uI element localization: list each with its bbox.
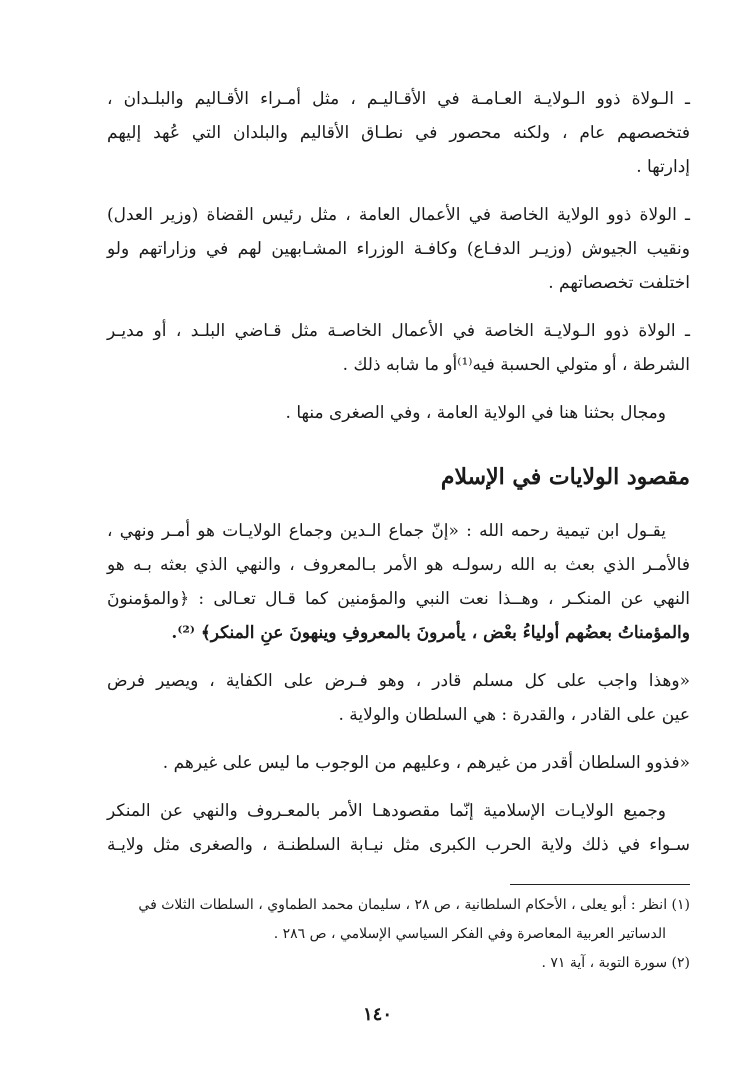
text-line: النهي عن المنكـر ، وهــذا نعت النبي والمؤمنين كما قـال تعـالى : ﴿والمؤمنونَ (107, 589, 690, 609)
paragraph-special-private-governors (107, 314, 690, 382)
text-line: ـ الـولاة ذوو الـولايـة العـامـة في الأقـاليـم ، مثل أمـراء الأقـاليم والبلـدان ، (107, 89, 690, 109)
section-paragraphs (107, 514, 690, 862)
footnote-divider (510, 884, 690, 885)
text-line: ومجال بحثنا هنا في الولاية العامة ، وفي الصغرى منها . (285, 403, 666, 423)
text-line: يقـول ابن تيمية رحمه الله : «إنّ جماع الـدين وجماع الولايـات هو أمـر ونهي ، (107, 521, 666, 541)
paragraph-islamic-mandates (107, 794, 690, 862)
section-heading: مقصود الولايات في الإسلام (440, 464, 690, 490)
paragraph-research-scope (107, 396, 690, 430)
text-line: فالأمـر الذي بعث به الله رسولـه هو الأمر بـالمعروف ، والنهي الذي بعثه بـه هو (107, 555, 690, 575)
text-line: ـ الولاة ذوو الـولايـة الخاصة في الأعمال الخاصـة مثل قـاضي البلـد ، أو مديـر (107, 321, 690, 341)
text-line: الشرطة ، أو متولي الحسبة فيه⁽¹⁾أو ما شابه ذلك . (342, 355, 690, 375)
text-line: وجميع الولايـات الإسلامية إنّما مقصودهـا الأمر بالمعـروف والنهي عن المنكر (107, 801, 666, 821)
footnote-1-continued: الدساتير العربية المعاصرة وفي الفكر السياسي الإسلامي ، ص ٢٨٦ . (273, 926, 666, 942)
text-line: إدارتها . (636, 157, 690, 177)
text-line: ـ الولاة ذوو الولاية الخاصة في الأعمال العامة ، مثل رئيس القضاة (وزير العدل) (107, 205, 690, 225)
footnote-1: (١) انظر : أبو يعلى ، الأحكام السلطانية ، ص ٢٨ ، سليمان محمد الطماوي ، السلطات الثلاث في (138, 897, 690, 913)
paragraph-special-public-governors (107, 198, 690, 300)
text-line: سـواء في ذلك ولاية الحرب الكبرى مثل نيـابة السلطنـة ، والصغرى مثل ولايـة (107, 835, 690, 855)
paragraph-general-governors (107, 82, 690, 184)
text-line: «فذوو السلطان أقدر من غيرهم ، وعليهم من الوجوب ما ليس على غيرهم . (162, 753, 690, 773)
intro-paragraphs (107, 82, 690, 430)
page-content (107, 82, 690, 1042)
text-line: اختلفت تخصصاتهم . (548, 273, 690, 293)
quran-verse-line: والمؤمناتُ بعضُهم أولياءُ بعْض ، يأمرونَ بالمعروفِ وينهونَ عنِ المنكر﴾ ⁽²⁾. (171, 623, 690, 643)
paragraph-obligation (107, 664, 690, 732)
page-number: ١٤٠ (362, 1004, 392, 1025)
footnotes (107, 891, 690, 978)
footnote-2: (٢) سورة التوبة ، آية ٧١ . (541, 955, 690, 971)
paragraph-authority (107, 746, 690, 780)
paragraph-ibn-taymiyyah-quote (107, 514, 690, 650)
text-line: ونقيب الجيوش (وزيـر الدفـاع) وكافـة الوزراء المشـابهين لهم في وزاراتهم ولو (107, 239, 690, 259)
text-line: عين على القادر ، والقدرة : هي السلطان والولاية . (338, 705, 690, 725)
text-line: فتخصصهم عام ، ولكنه محصور في نطـاق الأقاليم والبلدان التي عُهد إليهم (107, 123, 690, 143)
text-line: «وهذا واجب على كل مسلم قادر ، وهو فـرض على الكفاية ، ويصير فرض (107, 671, 690, 691)
